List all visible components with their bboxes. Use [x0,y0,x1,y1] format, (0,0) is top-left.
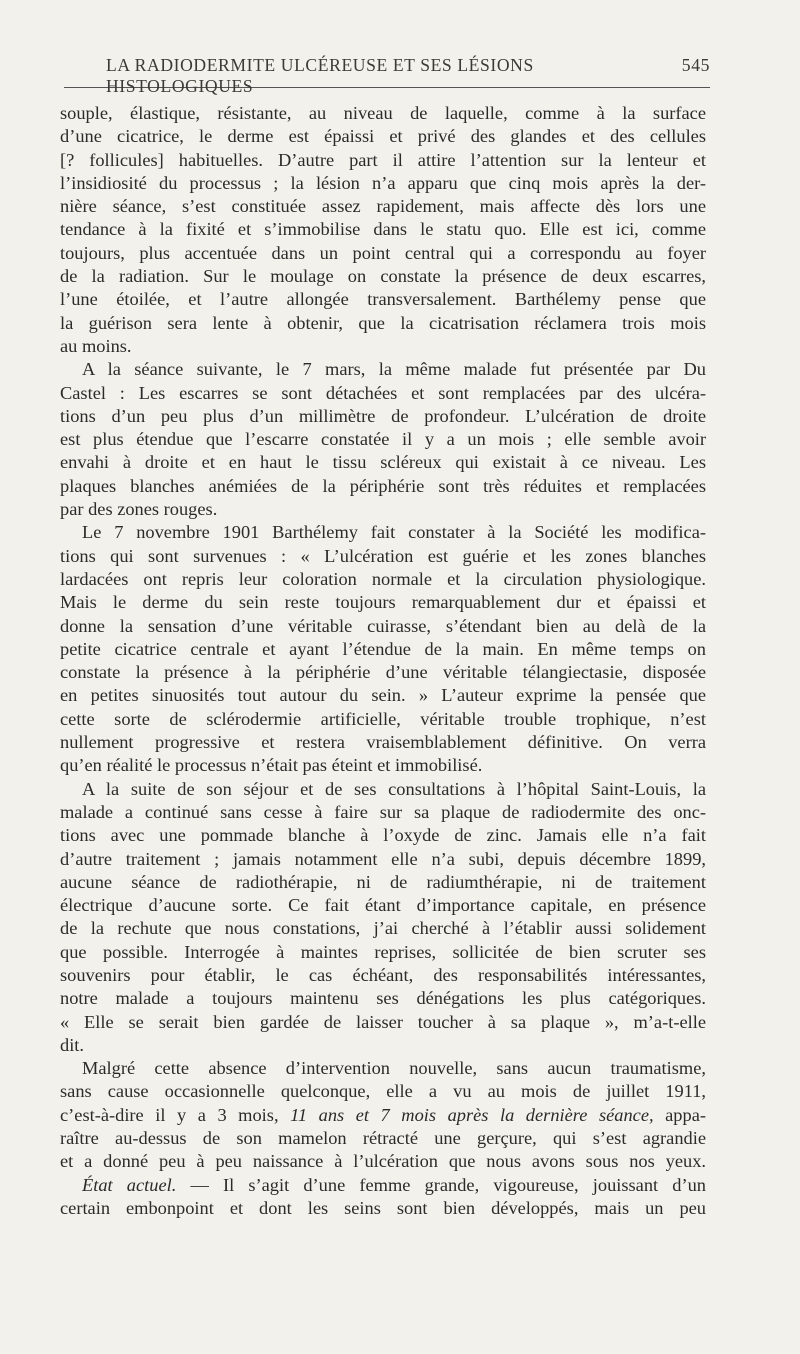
text-segment: appa- [653,1104,706,1125]
text-line: aucune séance de radiothérapie, ni de radiumthérapie, ni de traitement [60,871,706,892]
text-line: notre malade a toujours maintenu ses dénégations les plus catégoriques. [60,988,706,1009]
text-line: « Elle se serait bien gardée de laisser toucher à sa plaque », m’a-t-elle [60,1011,706,1032]
text-line: la guérison sera lente à obtenir, que la cicatrisation réclamera trois mois [60,312,706,333]
text-line: d’autre traitement ; jamais notamment elle n’a subi, depuis décembre 1899, [60,848,706,869]
text-line: qu’en réalité le processus n’était pas éteint et immobilisé. [60,755,483,776]
text-line: électrique d’aucune sorte. Ce fait étant d’importance capitale, en présence [60,895,706,916]
text-line: [? follicules] habituelles. D’autre part il attire l’attention sur la lenteur et [60,149,706,170]
text-line: A la suite de son séjour et de ses consultations à l’hôpital Saint-Louis, la [82,778,706,799]
text-line [60,1174,706,1197]
text-line: d’une cicatrice, le derme est épaissi et privé des glandes et des cellules [60,126,706,147]
italic-phrase: État actuel. [82,1174,177,1195]
text-line: tions qui sont survenues : « L’ulcération est guérie et les zones blanches [60,545,706,566]
text-line: nullement progressive et restera vraisemblablement définitive. On verra [60,732,706,753]
text-line: envahi à droite et en haut le tissu scléreux qui existait à ce niveau. Les [60,452,706,473]
text-line: tions avec une pommade blanche à l’oxyde de zinc. Jamais elle n’a fait [60,825,706,846]
text-line: au moins. [60,335,132,356]
text-line: dit. [60,1034,85,1055]
text-line: petite cicatrice centrale et ayant l’étendue de la main. En même temps on [60,638,706,659]
text-line: souple, élastique, résistante, au niveau de laquelle, comme à la surface [60,103,706,123]
text-line: constate la présence à la périphérie d’une véritable télangiectasie, disposée [60,662,706,683]
text-line: tendance à la fixité et s’immobilise dans le statu quo. Elle est ici, comme [60,219,706,240]
text-line: certain embonpoint et dont les seins sont bien développés, mais un peu [60,1197,706,1218]
text-line: l’une étoilée, et l’autre allongée transversalement. Barthélemy pense que [60,289,706,310]
text-line: par des zones rouges. [60,499,218,520]
text-line: en petites sinuosités tout autour du sein. » L’auteur exprime la pensée que [60,685,706,706]
text-line [60,1104,706,1127]
text-line: cette sorte de sclérodermie artificielle, véritable trouble trophique, n’est [60,708,706,729]
text-line: plaques blanches anémiées de la périphérie sont très réduites et remplacées [60,475,706,496]
text-line: Castel : Les escarres se sont détachées et sont remplacées par des ulcéra- [60,382,706,403]
text-line: l’insidiosité du processus ; la lésion n’a apparu que cinq mois après la der- [60,172,706,193]
text-line: de la rechute que nous constations, j’ai cherché à l’établir aussi solidement [60,918,706,939]
text-line: est plus étendue que l’escarre constatée il y a un mois ; elle semble avoir [60,429,706,450]
text-segment: — Il s’agit d’une femme grande, vigoureuse, jouissant d’un [176,1174,706,1195]
running-header [60,55,710,96]
text-line: et a donné peu à peu naissance à l’ulcération que nous avons sous nos yeux. [60,1151,706,1172]
text-line: de la radiation. Sur le moulage on constate la présence de deux escarres, [60,266,706,287]
text-line: Malgré cette absence d’intervention nouvelle, sans aucun traumatisme, [82,1058,706,1079]
text-line: raître au-dessus de son mamelon rétracté une gerçure, qui s’est agrandie [60,1128,706,1149]
text-line: toujours, plus accentuée dans un point central qui a correspondu au foyer [60,242,706,263]
body-text [60,102,710,1220]
text-line: donne la sensation d’une véritable cuirasse, s’étendant bien au delà de la [60,615,706,636]
text-line: souvenirs pour établir, le cas échéant, des responsabilités intéressantes, [60,964,706,985]
text-line: nière séance, s’est constituée assez rapidement, mais affecte dès lors une [60,196,706,217]
text-line: que possible. Interrogée à maintes reprises, sollicitée de bien scruter ses [60,941,706,962]
text-line: A la séance suivante, le 7 mars, la même malade fut présentée par Du [82,359,706,380]
text-line: sans cause occasionnelle quelconque, elle a vu au mois de juillet 1911, [60,1081,706,1102]
text-line: Le 7 novembre 1901 Barthélemy fait constater à la Société les modifica- [82,522,706,543]
running-title: LA RADIODERMITE ULCÉREUSE ET SES LÉSIONS HISTOLOGIQUES [106,55,534,96]
text-segment: c’est-à-dire il y a 3 mois, [60,1104,291,1125]
text-line: tions d’un peu plus d’un millimètre de profondeur. L’ulcération de droite [60,405,706,426]
page-number: 545 [681,55,710,75]
italic-phrase: 11 ans et 7 mois après la dernière séance, [290,1104,654,1125]
book-page [60,55,710,1220]
text-line: lardacées ont repris leur coloration normale et la circulation physiologique. [60,568,706,589]
text-line: malade a continué sans cesse à faire sur sa plaque de radiodermite des onc- [60,801,706,822]
text-line: Mais le derme du sein reste toujours remarquablement dur et épaissi et [60,592,706,613]
